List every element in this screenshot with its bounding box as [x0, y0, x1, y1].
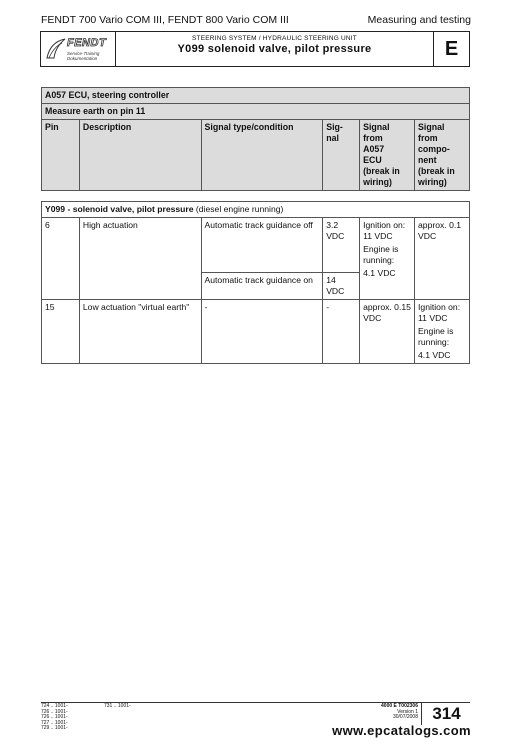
doc-date: 30/07/2008 — [392, 714, 418, 721]
signal-cell: 14 VDC — [323, 273, 360, 300]
signal-cell: 3.2 VDC — [323, 218, 360, 273]
table-row — [42, 218, 470, 273]
signal-from-component-cell: approx. 0.1 VDC — [415, 218, 470, 300]
title-cell — [116, 32, 433, 66]
page-title: Y099 solenoid valve, pilot pressure — [177, 43, 372, 55]
footer-doc-info — [330, 704, 418, 721]
doc-version: Version 1 — [397, 708, 418, 715]
fendt-emblem-icon — [45, 36, 67, 62]
col-signal-type: Signal type/condition — [201, 120, 323, 191]
column-header-row — [42, 120, 470, 191]
ecu-row — [42, 88, 470, 104]
chapter-subtitle: STEERING SYSTEM / HYDRAULIC STEERING UNIT — [192, 35, 357, 42]
footer-models-col1: 724 .. 1001- 726 .. 1001- 726 .. 1001- 727 .. 1001- 729 .. 1001- — [41, 703, 68, 732]
pin-cell: 6 — [42, 218, 80, 300]
document-header-right: Measuring and testing — [367, 14, 471, 26]
signal-cell: - — [323, 300, 360, 364]
col-signal-from-component: Signal from compo- nent (break in wiring) — [415, 120, 470, 191]
table-row — [42, 300, 470, 364]
logo-brand: FENDT — [67, 37, 107, 49]
pin-cell: 15 — [42, 300, 80, 364]
signal-from-component-cell: Ignition on: 11 VDC Engine is running: 4.1 VDC — [415, 300, 470, 364]
logo-subtitle: Service-Training Dokumentation — [67, 51, 100, 61]
spacer-row — [42, 191, 470, 202]
description-cell: Low actuation "virtual earth" — [79, 300, 201, 364]
condition-cell: Automatic track guidance on — [201, 273, 323, 300]
ecu-label: A057 ECU, steering controller — [42, 88, 470, 104]
measurement-table — [41, 87, 470, 364]
section-row — [42, 202, 470, 218]
page-number: 314 — [421, 703, 471, 725]
col-description: Description — [79, 120, 201, 191]
condition-cell: Automatic track guidance off — [201, 218, 323, 273]
col-signal: Sig- nal — [323, 120, 360, 191]
title-block — [40, 31, 470, 67]
doc-id: 4000 E T002306 — [381, 703, 418, 709]
watermark: www.epcatalogs.com — [332, 723, 471, 738]
col-signal-from-ecu: Signal from A057 ECU (break in wiring) — [360, 120, 415, 191]
fendt-logo — [41, 32, 116, 66]
col-pin: Pin — [42, 120, 80, 191]
document-header-left: FENDT 700 Vario COM III, FENDT 800 Vario COM III — [41, 14, 289, 26]
measure-label: Measure earth on pin 11 — [42, 104, 470, 120]
description-cell: High actuation — [79, 218, 201, 300]
measure-row — [42, 104, 470, 120]
section-letter: E — [433, 32, 469, 66]
signal-from-ecu-cell: Ignition on: 11 VDC Engine is running: 4.1 VDC — [360, 218, 415, 300]
footer-models-col2: 731 .. 1001- — [104, 703, 131, 709]
condition-cell: - — [201, 300, 323, 364]
section-label: Y099 - solenoid valve, pilot pressure (diesel engine running) — [42, 202, 470, 218]
signal-from-ecu-cell: approx. 0.15 VDC — [360, 300, 415, 364]
